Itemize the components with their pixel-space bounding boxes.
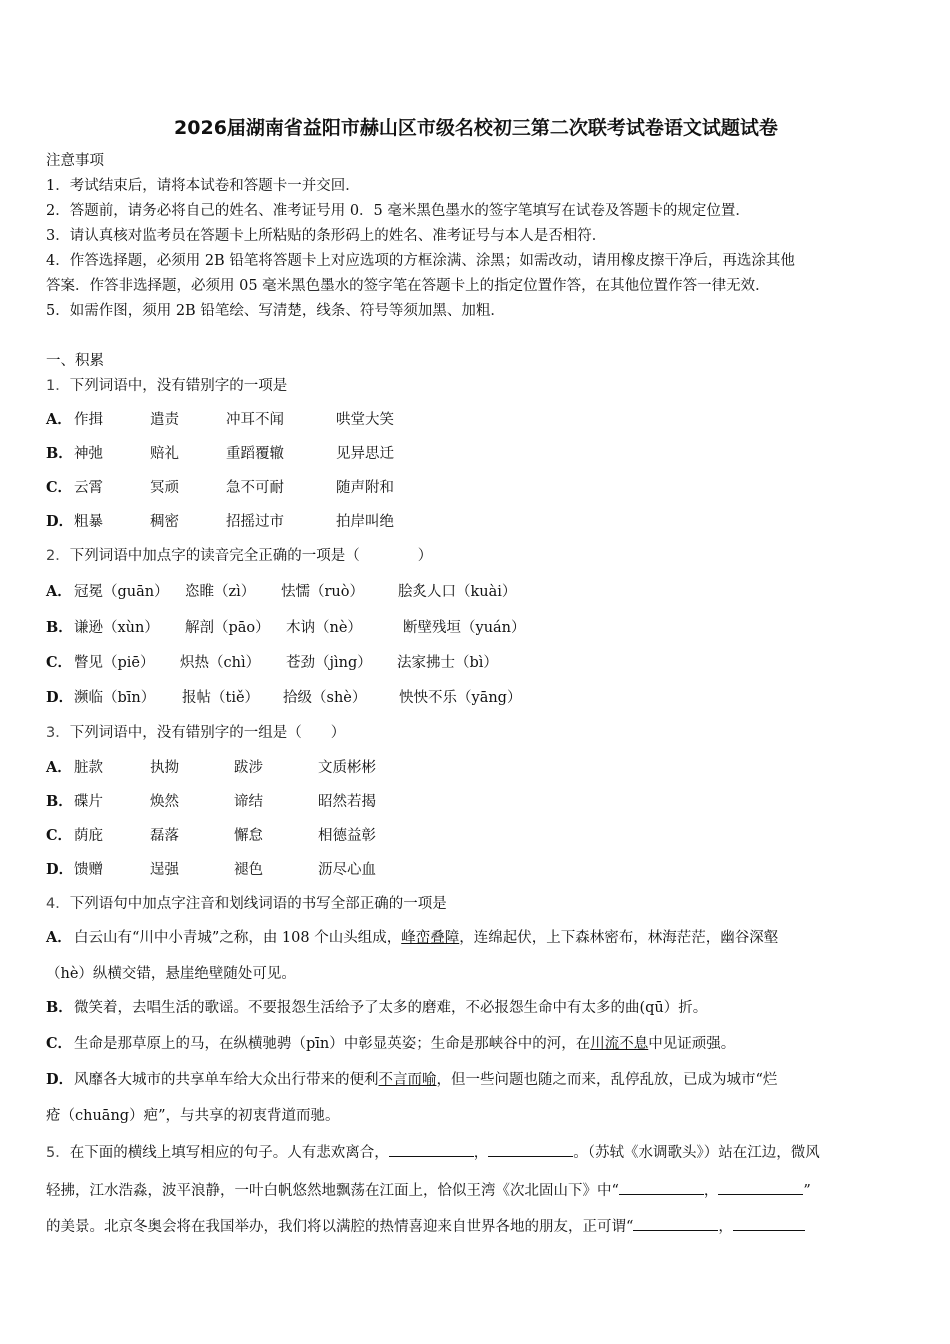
q3-option-c[interactable] <box>46 826 376 846</box>
question-number: 2． <box>46 548 70 564</box>
option-word: 炽热（chì） <box>180 655 261 671</box>
option-word: 跋涉 <box>234 760 263 776</box>
notice-item: 答案．作答非选择题，必须用 05 毫米黑色墨水的签字笔在答题卡上的指定位置作答，在其他位置作答一律无效． <box>46 278 770 294</box>
option-word: 怯懦（ruò） <box>281 584 364 600</box>
option-word: 急不可耐 <box>226 480 284 496</box>
option-word: 磊落 <box>150 828 179 844</box>
q4-option-c[interactable] <box>46 1034 735 1054</box>
question-4-stem <box>46 894 447 914</box>
question-5-line-2 <box>46 1180 811 1201</box>
q2-option-a[interactable] <box>46 582 516 602</box>
answer-blank[interactable] <box>633 1216 718 1231</box>
option-word: 苍劲（jìng） <box>286 655 372 671</box>
q2-option-d[interactable] <box>46 688 521 708</box>
option-word: 谛结 <box>234 794 263 810</box>
option-word: 稠密 <box>150 514 179 530</box>
option-word: 焕然 <box>150 794 179 810</box>
question-text: ” <box>803 1183 811 1199</box>
question-text: 下列语句中加点字注音和划线词语的书写全部正确的一项是 <box>69 896 447 912</box>
q1-option-a[interactable] <box>46 410 394 430</box>
option-word: 瞥见（piē） <box>74 655 155 671</box>
question-text: 下列词语中，没有错别字的一组是（ ） <box>69 725 346 741</box>
option-text: 生命是那草原上的马，在纵横驰骋（pīn）中彰显英姿；生命是那峡谷中的河，在 <box>74 1036 591 1052</box>
option-word: 作揖 <box>74 412 103 428</box>
option-text: 中见证顽强。 <box>648 1036 736 1052</box>
q4-option-d[interactable] <box>46 1070 777 1090</box>
question-5-line-3 <box>46 1216 805 1237</box>
q1-option-b[interactable] <box>46 444 394 464</box>
answer-blank[interactable] <box>389 1142 474 1157</box>
notice-item: 4．作答选择题，必须用 2B 铅笔将答题卡上对应选项的方框涂满、涂黑；如需改动，请用橡皮擦干净后，再选涂其他 <box>46 253 795 269</box>
question-number: 5． <box>46 1145 70 1161</box>
option-word: 粗暴 <box>74 514 103 530</box>
option-label: D． <box>46 1071 74 1088</box>
option-word: 法家拂士（bì） <box>397 655 498 671</box>
option-label: B． <box>46 999 73 1016</box>
answer-blank[interactable] <box>488 1142 573 1157</box>
question-5-line-1 <box>46 1142 820 1163</box>
option-label: C． <box>46 479 73 496</box>
option-word: 哄堂大笑 <box>336 412 394 428</box>
option-word: 碟片 <box>74 794 103 810</box>
section-heading: 一、积累 <box>46 353 104 369</box>
option-label: D． <box>46 513 74 530</box>
option-label: D． <box>46 689 74 706</box>
option-word: 沥尽心血 <box>318 862 376 878</box>
option-label: C． <box>46 1035 73 1052</box>
question-text: ， <box>703 1183 719 1199</box>
option-label: D． <box>46 861 74 878</box>
question-number: 3． <box>46 725 70 741</box>
q3-option-b[interactable] <box>46 792 376 812</box>
option-word: 谦逊（xùn） <box>74 620 159 636</box>
q4-option-b[interactable] <box>46 998 707 1018</box>
notice-heading: 注意事项 <box>46 153 104 169</box>
question-text: ， <box>473 1145 489 1161</box>
option-word: 见异思迁 <box>336 446 394 462</box>
option-label: B． <box>46 619 73 636</box>
option-text: 白云山有“川中小青城”之称，由 108 个山头组成， <box>74 930 402 946</box>
option-word: 报帖（tiě） <box>182 690 260 706</box>
notice-item: 3．请认真核对监考员在答题卡上所粘贴的条形码上的姓名、准考证号与本人是否相符． <box>46 228 607 244</box>
option-word: 重蹈覆辙 <box>226 446 284 462</box>
notice-item: 2．答题前，请务必将自己的姓名、准考证号用 0．5 毫米黑色墨水的签字笔填写在试卷及答题卡的规定位置． <box>46 203 750 219</box>
option-label: A． <box>46 929 72 946</box>
option-word: 相德益彰 <box>318 828 376 844</box>
option-word: 木讷（nè） <box>286 620 362 636</box>
option-word: 拍岸叫绝 <box>336 514 394 530</box>
question-2-stem <box>46 546 432 566</box>
q3-option-a[interactable] <box>46 758 376 778</box>
q1-option-d[interactable] <box>46 512 394 532</box>
option-word: 怏怏不乐（yāng） <box>399 690 522 706</box>
option-label: C． <box>46 827 73 844</box>
option-text: ，连绵起伏，上下森林密布，林海茫茫，幽谷深壑 <box>459 930 779 946</box>
option-word: 馈赠 <box>74 862 103 878</box>
q2-option-c[interactable] <box>46 653 498 673</box>
question-text: 轻拂，江水浩淼，波平浪静，一叶白帆悠然地飘荡在江面上，恰似王湾《次北固山下》中“ <box>46 1183 619 1199</box>
option-label: A． <box>46 411 72 428</box>
option-word: 冠冕（guān） <box>74 584 169 600</box>
option-word: 昭然若揭 <box>318 794 376 810</box>
option-word: 断壁残垣（yuán） <box>403 620 526 636</box>
page-title: 2026届湖南省益阳市赫山区市级名校初三第二次联考试卷语文试题试卷 <box>174 117 778 139</box>
option-word: 荫庇 <box>74 828 103 844</box>
option-label: B． <box>46 793 73 810</box>
question-text: 的美景。北京冬奥会将在我国举办，我们将以满腔的热情喜迎来自世界各地的朋友，正可谓“ <box>46 1219 634 1235</box>
option-label: C． <box>46 654 73 671</box>
option-label: B． <box>46 445 73 462</box>
option-word: 拾级（shè） <box>283 690 367 706</box>
q4-option-a[interactable] <box>46 928 778 948</box>
question-1-stem <box>46 376 287 396</box>
option-text: ，但一些问题也随之而来，乱停乱放，已成为城市“烂 <box>436 1072 778 1088</box>
notice-item: 5．如需作图，须用 2B 铅笔绘、写清楚，线条、符号等须加黑、加粗． <box>46 303 505 319</box>
option-word: 随声附和 <box>336 480 394 496</box>
question-number: 4． <box>46 896 70 912</box>
option-word: 冥顽 <box>150 480 179 496</box>
question-text: 下列词语中，没有错别字的一项是 <box>69 378 288 394</box>
option-word: 执拗 <box>150 760 179 776</box>
option-word: 遣责 <box>150 412 179 428</box>
option-word: 脍炙人口（kuài） <box>398 584 517 600</box>
option-word: 云霄 <box>74 480 103 496</box>
answer-blank[interactable] <box>733 1216 805 1231</box>
q4-option-a-cont: （hè）纵横交错，悬崖绝壁随处可见。 <box>46 966 296 982</box>
option-label: A． <box>46 583 72 600</box>
q2-option-b[interactable] <box>46 618 526 638</box>
option-word: 文质彬彬 <box>318 760 376 776</box>
option-word: 濒临（bīn） <box>74 690 156 706</box>
option-word: 招摇过市 <box>226 514 284 530</box>
option-word: 懈怠 <box>234 828 263 844</box>
option-word: 解剖（pāo） <box>185 620 270 636</box>
option-word: 脏款 <box>74 760 103 776</box>
option-word: 逞强 <box>150 862 179 878</box>
option-word: 冲耳不闻 <box>226 412 284 428</box>
option-word: 褪色 <box>234 862 263 878</box>
question-3-stem <box>46 723 345 743</box>
q4-option-d-cont: 疮（chuāng）疤”，与共享的初衷背道而驰。 <box>46 1108 340 1124</box>
question-number: 1． <box>46 378 70 394</box>
question-text: 在下面的横线上填写相应的句子。人有悲欢离合， <box>69 1145 389 1161</box>
underlined-phrase: 不言而喻 <box>378 1072 437 1088</box>
underlined-phrase: 峰峦叠障 <box>401 930 460 946</box>
answer-blank[interactable] <box>619 1180 704 1195</box>
answer-blank[interactable] <box>718 1180 803 1195</box>
option-word: 恣睢（zì） <box>185 584 256 600</box>
option-label: A． <box>46 759 72 776</box>
question-text: 。（苏轼《水调歌头》）站在江边，微风 <box>573 1145 820 1161</box>
option-word: 赔礼 <box>150 446 179 462</box>
q3-option-d[interactable] <box>46 860 376 880</box>
option-text: 微笑着，去唱生活的歌谣。不要报怨生活给予了太多的磨难，不必报怨生命中有太多的曲(qū）折。 <box>74 1000 708 1016</box>
notice-item: 1．考试结束后，请将本试卷和答题卡一并交回． <box>46 178 360 194</box>
option-text: 风靡各大城市的共享单车给大众出行带来的便利 <box>74 1072 379 1088</box>
q1-option-c[interactable] <box>46 478 394 498</box>
question-text: ， <box>718 1219 733 1235</box>
option-word: 神弛 <box>74 446 103 462</box>
question-text: 下列词语中加点字的读音完全正确的一项是（ ） <box>69 548 433 564</box>
underlined-phrase: 川流不息 <box>590 1036 649 1052</box>
